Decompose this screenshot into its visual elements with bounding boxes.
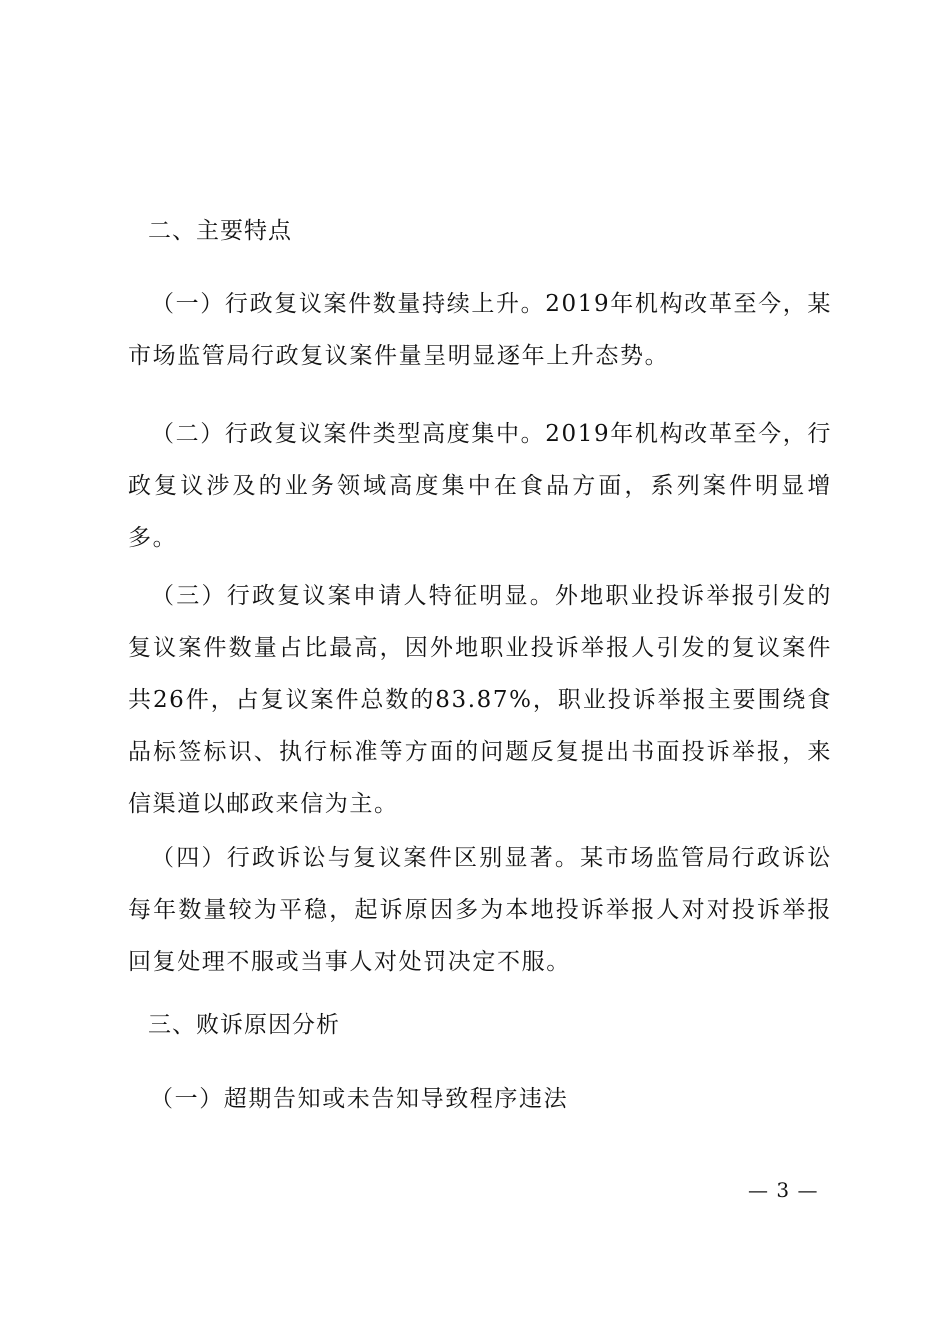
subheading-overdue-notice: （一）超期告知或未告知导致程序违法 xyxy=(150,1086,569,1112)
section-heading-main-features: 二、主要特点 xyxy=(148,218,292,244)
page-number: — 3 — xyxy=(748,1178,819,1202)
paragraph-applicant-features: （三）行政复议案申请人特征明显。外地职业投诉举报引发的复议案件数量占比最高，因外地职业投诉举报人引发的复议案件共26件，占复议案件总数的83.87%，职业投诉举报主要围绕食品标签标识、执行标准等方面的问题反复提出书面投诉举报，来信渠道以邮政来信为主。 xyxy=(128,583,832,817)
paragraph-case-type-concentrated: （二）行政复议案件类型高度集中。2019年机构改革至今，行政复议涉及的业务领域高度集中在食品方面，系列案件明显增多。 xyxy=(128,421,832,551)
paragraph-case-count-rising: （一）行政复议案件数量持续上升。2019年机构改革至今，某市场监管局行政复议案件量呈明显逐年上升态势。 xyxy=(128,291,832,369)
section-heading-loss-reasons: 三、败诉原因分析 xyxy=(148,1012,340,1038)
paragraph-litigation-difference: （四）行政诉讼与复议案件区别显著。某市场监管局行政诉讼每年数量较为平稳，起诉原因多为本地投诉举报人对对投诉举报回复处理不服或当事人对处罚决定不服。 xyxy=(128,845,832,975)
